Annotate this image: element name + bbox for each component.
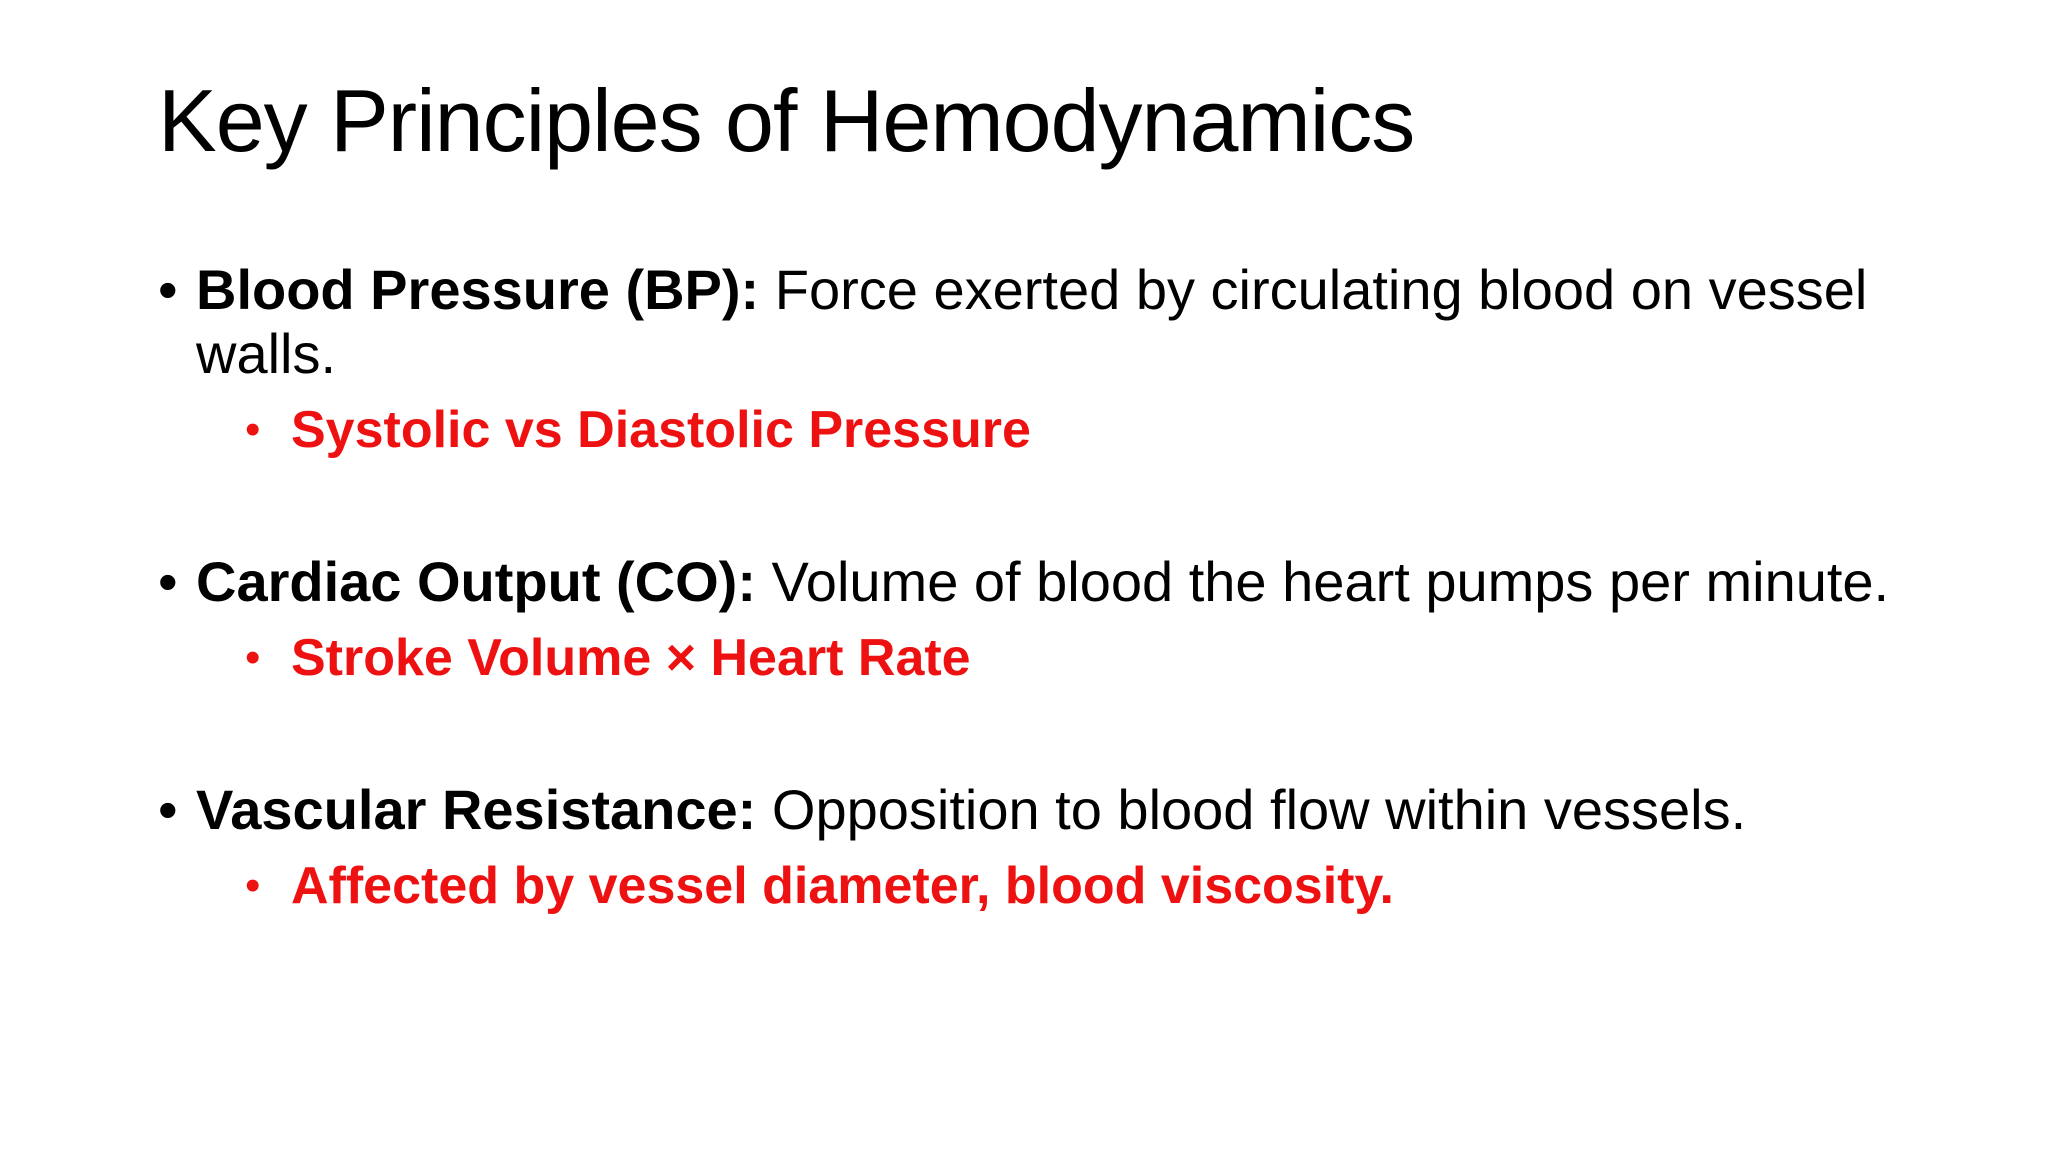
bullet-description: Force exerted by circulating blood on vessel walls. [196,258,1868,385]
bullet-term: Blood Pressure (BP): [196,258,760,321]
sub-bullet-icon: • [245,405,261,454]
bullet-item-vascular-resistance [158,778,1918,918]
bullet-icon: • [158,778,178,841]
bullet-description: Volume of blood the heart pumps per minute. [771,550,1890,613]
bullet-item-cardiac-output [158,550,1918,690]
bullet-item-blood-pressure [158,258,1918,462]
bullet-list [158,258,1918,918]
bullet-icon: • [158,258,178,321]
sub-bullet-text: Stroke Volume × Heart Rate [291,629,971,687]
sub-bullet-icon: • [245,633,261,682]
sub-bullet [245,854,1918,918]
bullet-main-text [196,778,1916,842]
bullet-term: Cardiac Output (CO): [196,550,756,613]
sub-bullet-icon: • [245,861,261,910]
sub-bullet-text: Affected by vessel diameter, blood viscosity. [291,857,1394,915]
bullet-main-text [196,550,1916,614]
bullet-icon: • [158,550,178,613]
sub-bullet-text: Systolic vs Diastolic Pressure [291,401,1031,459]
slide-title: Key Principles of Hemodynamics [158,71,1415,170]
sub-bullet [245,626,1918,690]
bullet-main-text [196,258,1916,386]
sub-bullet [245,398,1918,462]
bullet-term: Vascular Resistance: [196,778,757,841]
bullet-description: Opposition to blood flow within vessels. [771,778,1747,841]
